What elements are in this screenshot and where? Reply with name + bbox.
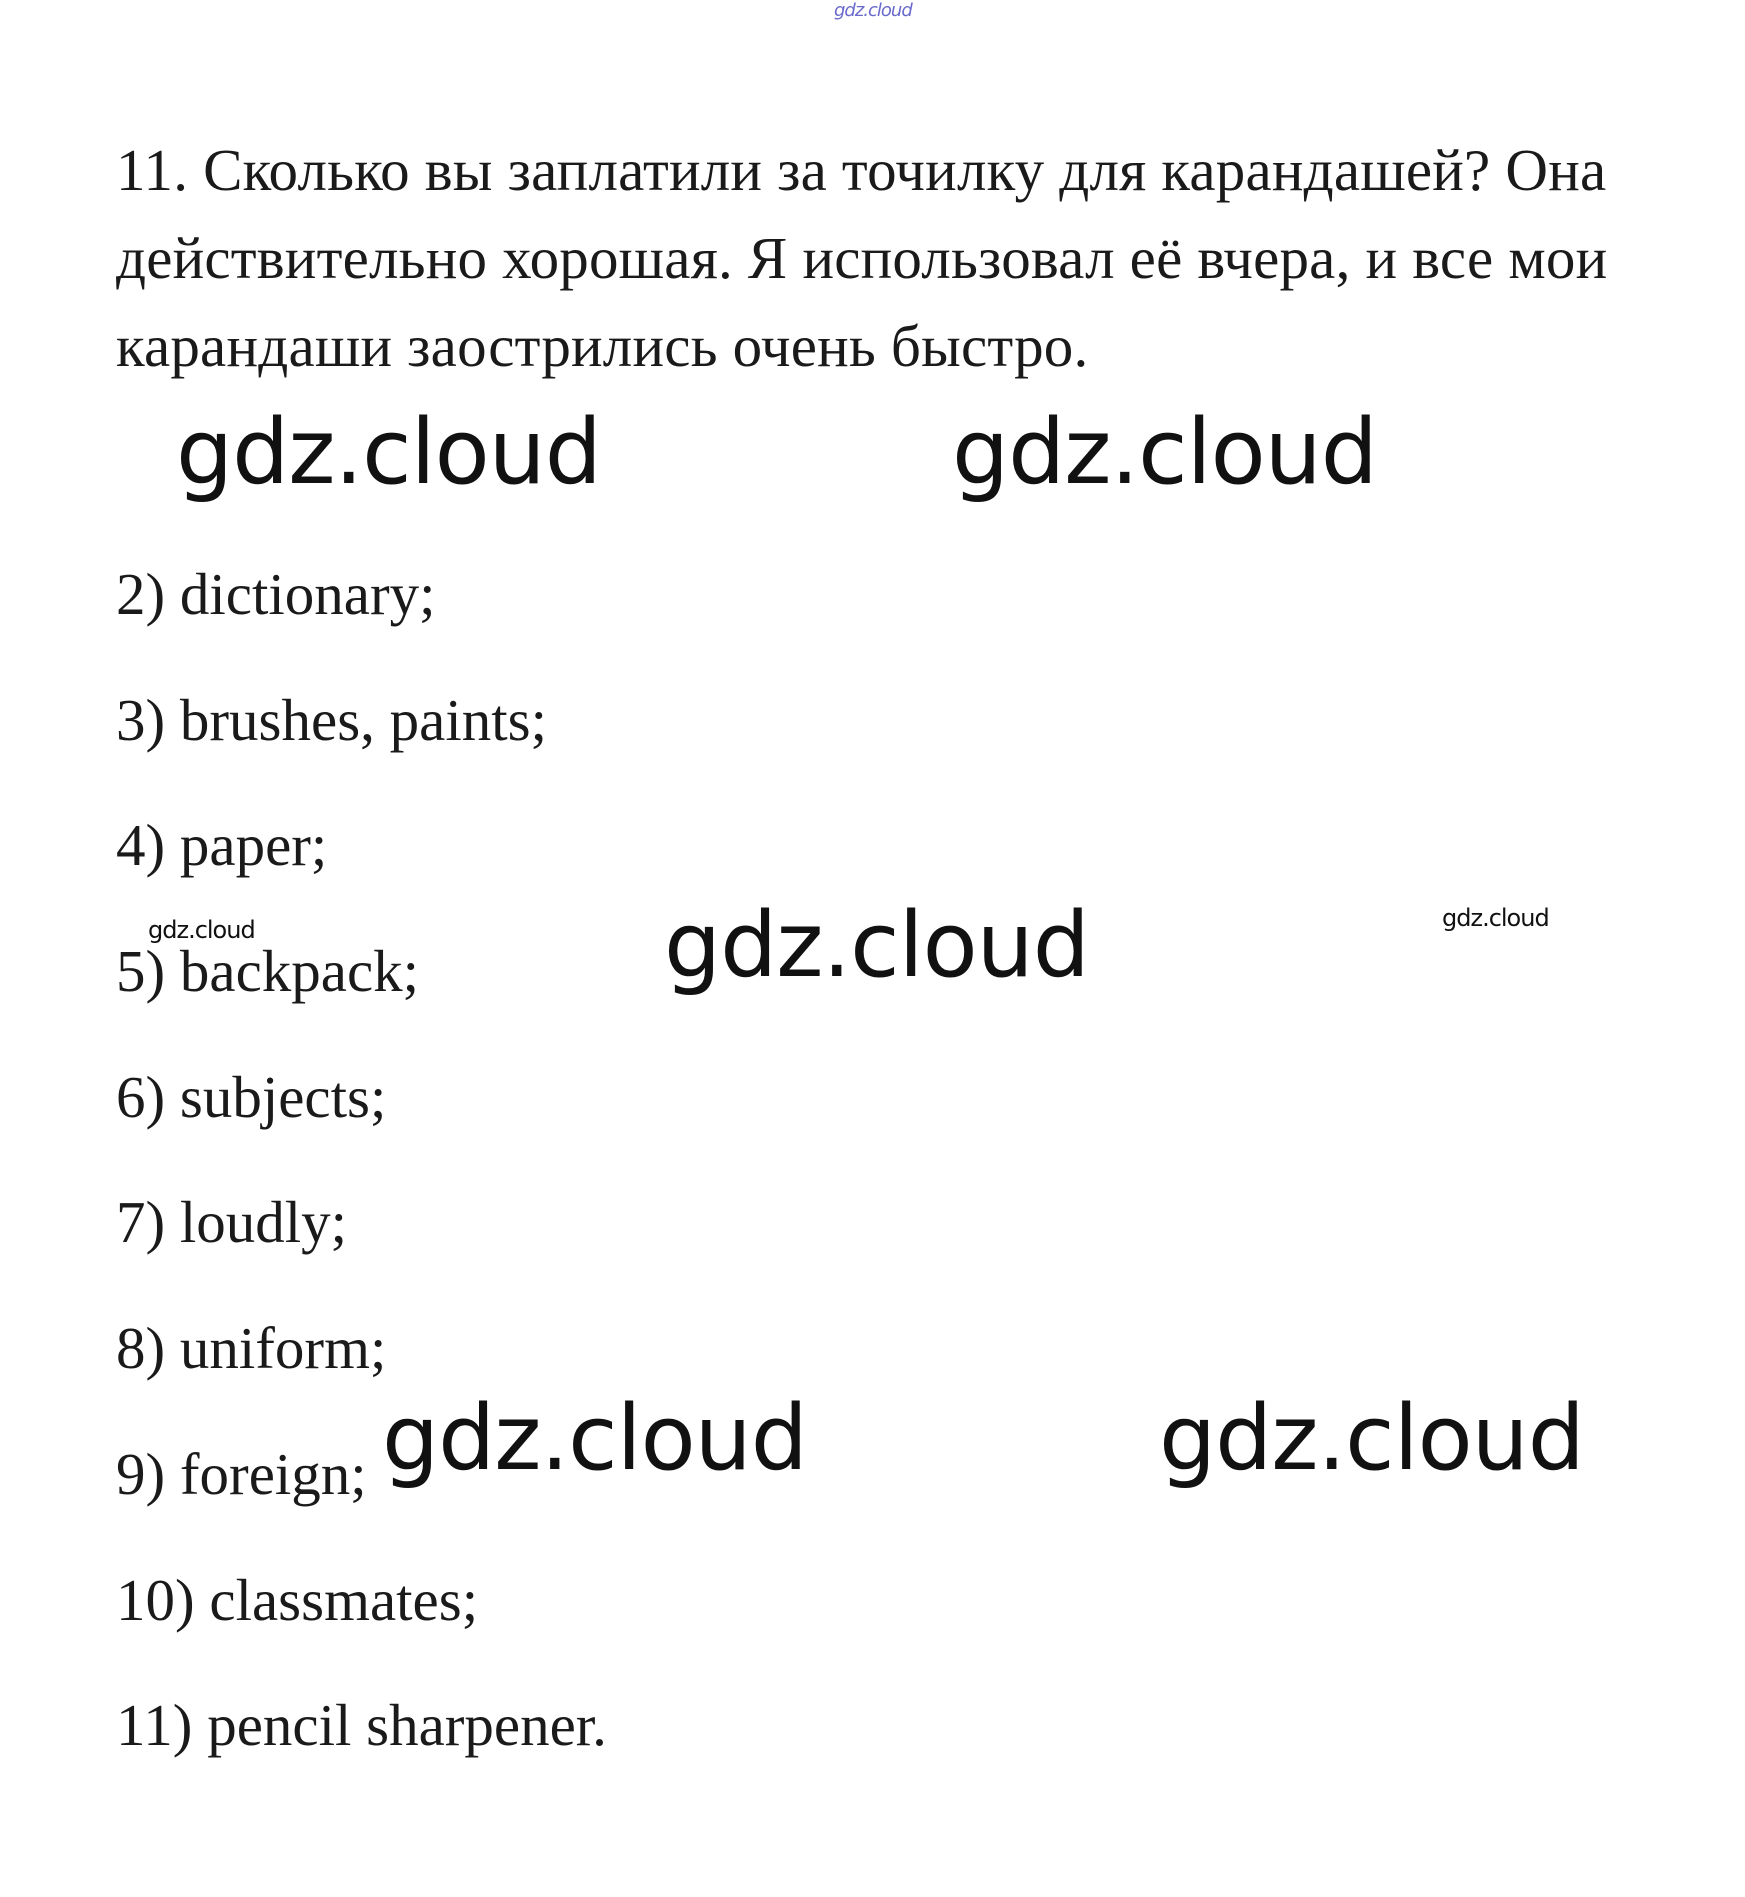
watermark-small: gdz.cloud <box>148 916 255 944</box>
watermark-small: gdz.cloud <box>1442 904 1549 932</box>
answer-item: 5) backpack; <box>116 938 420 1004</box>
watermark-top: gdz.cloud <box>834 0 912 21</box>
answer-item: 10) classmates; <box>116 1567 479 1633</box>
answer-item: 11) pencil sharpener. <box>116 1692 607 1758</box>
watermark: gdz.cloud <box>1159 1386 1584 1491</box>
answer-item: 3) brushes, paints; <box>116 687 547 753</box>
watermark: gdz.cloud <box>382 1386 807 1491</box>
watermark: gdz.cloud <box>176 400 601 505</box>
answer-item: 8) uniform; <box>116 1315 387 1381</box>
answer-item: 2) dictionary; <box>116 561 436 627</box>
answer-item: 6) subjects; <box>116 1064 387 1130</box>
paragraph-line: карандаши заострились очень быстро. <box>116 313 1089 379</box>
paragraph-line: действительно хорошая. Я использовал её вчера, и все мои <box>116 225 1608 291</box>
translation-paragraph <box>116 126 1656 390</box>
answer-item: 7) loudly; <box>116 1189 348 1255</box>
answer-item: 4) paper; <box>116 812 328 878</box>
answer-item: 9) foreign; <box>116 1441 367 1507</box>
watermark: gdz.cloud <box>664 893 1089 998</box>
paragraph-line: 11. Сколько вы заплатили за точилку для карандашей? Она <box>116 137 1607 203</box>
watermark: gdz.cloud <box>952 400 1377 505</box>
